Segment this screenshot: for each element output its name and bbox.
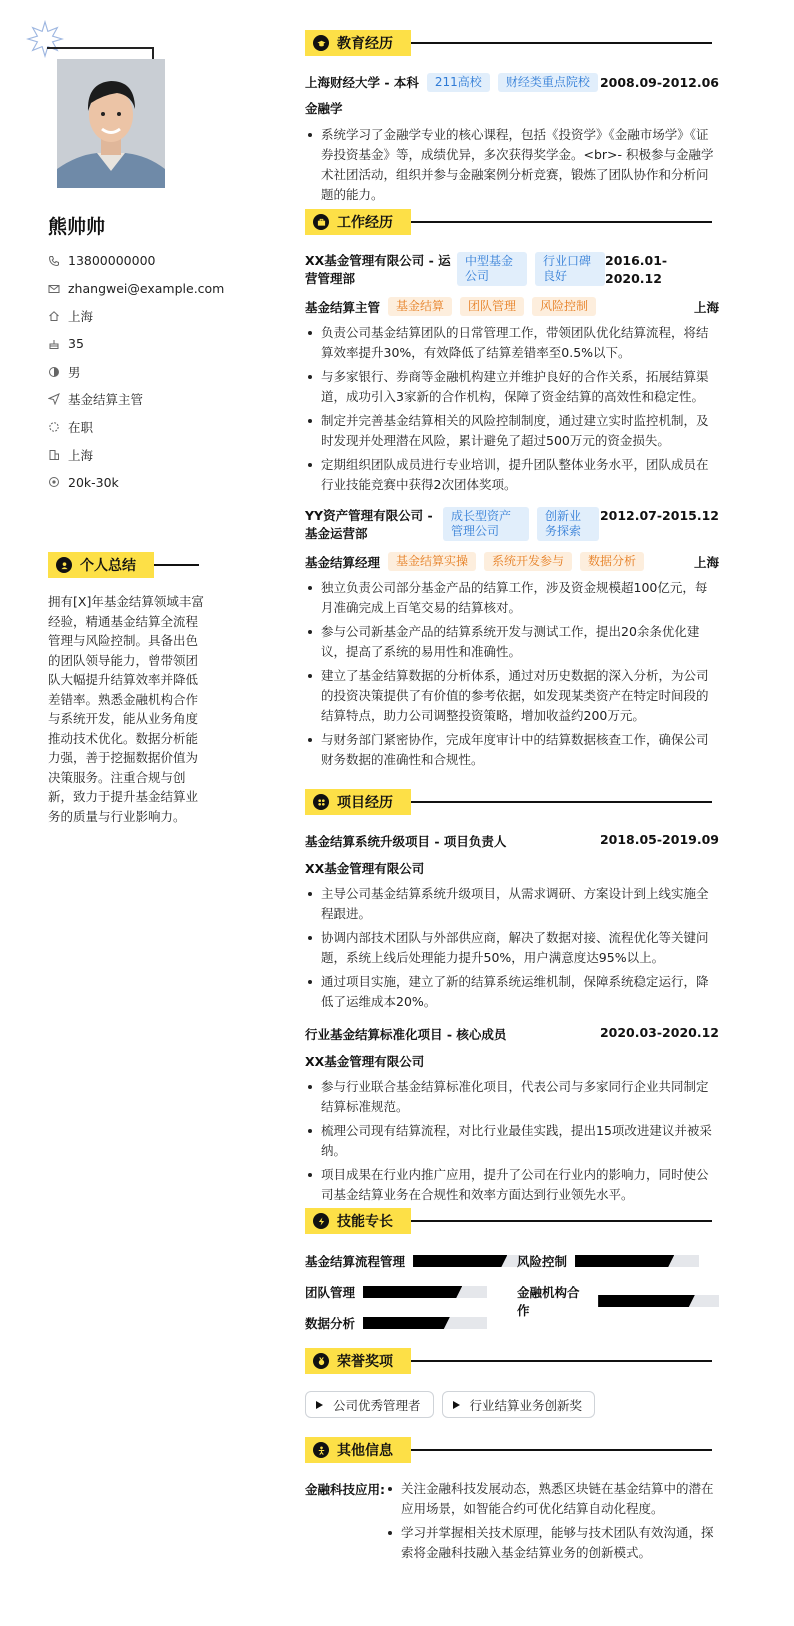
avatar (57, 59, 165, 188)
list-item: 学习并掌握相关技术原理，能够与技术团队有效沟通，探索将金融科技融入基金结算业务的创新模式。 (385, 1523, 719, 1563)
projects-section-header (305, 789, 712, 815)
major-row (305, 99, 719, 117)
project-org: XX基金管理有限公司 (305, 1054, 425, 1069)
info-text: 上海 (68, 447, 94, 463)
info-text: 35 (68, 336, 84, 352)
skill-name: 金融机构合作 (517, 1285, 580, 1318)
list-item: 与财务部门紧密协作，完成年度审计中的结算数据核查工作，确保公司财务数据的准确性和合规性。 (305, 730, 719, 770)
skill-bar (575, 1255, 699, 1267)
summary-section-header (48, 552, 199, 578)
award-badge (305, 1391, 434, 1418)
skill-tag: 风险控制 (532, 297, 596, 316)
contact-info-list (48, 247, 224, 496)
awards-section-header (305, 1348, 712, 1374)
skill-bar (363, 1317, 487, 1329)
info-phone (48, 247, 224, 275)
play-icon (453, 1401, 460, 1409)
skill-item (517, 1283, 719, 1319)
list-item: 关注金融科技发展动态，熟悉区块链在基金结算中的潜在应用场景，如智能合约可优化结算自动化程度。 (385, 1479, 719, 1519)
skill-bar-fill (413, 1255, 507, 1267)
job-date: 2012.07-2015.12 (599, 508, 719, 523)
education-section-header (305, 30, 712, 56)
section-title: 其他信息 (337, 1443, 393, 1459)
info-text: 13800000000 (68, 253, 156, 269)
skill-item (305, 1252, 524, 1270)
project-org-row (305, 1052, 719, 1070)
list-item: 建立了基金结算数据的分析体系，通过对历史数据的深入分析，为公司的投资决策提供了有价值的参考依据，如发现某类资产在特定时间段的结算特点，助力公司调整投资策略，增加收益约200万元。 (305, 666, 719, 726)
info-gender (48, 358, 224, 386)
education-date: 2008.09-2012.06 (599, 75, 719, 90)
other-section-header (305, 1437, 712, 1463)
info-city (48, 302, 224, 330)
job-location: 上海 (693, 554, 719, 570)
job-date: 2016.01-2020.12 (605, 253, 668, 286)
job-header (305, 507, 719, 543)
skill-bar (413, 1255, 524, 1267)
graduation-cap-icon (313, 35, 329, 51)
project-header (305, 1025, 719, 1043)
list-item: 参与行业联合基金结算标准化项目，代表公司与多家同行企业共同制定结算标准规范。 (305, 1077, 719, 1117)
job-bullets (305, 323, 719, 499)
info-age (48, 330, 224, 358)
project-bullets (305, 1077, 719, 1209)
info-location (48, 441, 224, 469)
company-tag: 中型基金公司 (457, 252, 527, 286)
job-location: 上海 (693, 299, 719, 315)
job-role: 基金结算经理 (305, 554, 381, 570)
company-name: XX基金管理有限公司 - 运营管理部 (305, 253, 451, 286)
list-item: 项目成果在行业内推广应用，提升了公司在行业内的影响力，同时使公司基金结算业务在合规性和效率方面达到行业领先水平。 (305, 1165, 719, 1205)
school-name: 上海财经大学 - 本科 (305, 75, 419, 90)
section-title: 技能专长 (337, 1214, 393, 1230)
other-label: 金融科技应用: (305, 1482, 385, 1497)
info-text: 在职 (68, 419, 94, 435)
project-org: XX基金管理有限公司 (305, 861, 425, 876)
work-section-header (305, 209, 712, 235)
skill-bar (363, 1286, 487, 1298)
major: 金融学 (305, 101, 343, 116)
school-tag: 211高校 (427, 73, 490, 92)
status-icon (48, 421, 60, 433)
info-text: 20k-30k (68, 474, 119, 490)
skill-item (305, 1314, 487, 1332)
awards-list (305, 1391, 603, 1418)
role-row (305, 297, 719, 316)
award-label: 行业结算业务创新奖 (469, 1397, 583, 1413)
skill-name: 团队管理 (305, 1285, 356, 1300)
section-title: 个人总结 (80, 558, 136, 574)
bolt-icon (313, 1213, 329, 1229)
info-text: 基金结算主管 (68, 392, 144, 408)
list-item: 与多家银行、券商等金融机构建立并维护良好的合作关系，拓展结算渠道，成功引入3家新的合作机构，保障了资金结算的高效性和稳定性。 (305, 367, 719, 407)
info-text: 男 (68, 364, 81, 380)
salary-icon (48, 476, 60, 488)
info-salary (48, 469, 224, 497)
skills-section-header (305, 1208, 712, 1234)
other-bullets (385, 1479, 719, 1567)
list-item: 梳理公司现有结算流程，对比行业最佳实践，提出15项改进建议并被采纳。 (305, 1121, 719, 1161)
school-tag: 财经类重点院校 (498, 73, 598, 92)
role-row (305, 552, 719, 571)
project-date: 2020.03-2020.12 (599, 1025, 719, 1040)
skill-name: 数据分析 (305, 1316, 356, 1331)
list-item: 通过项目实施，建立了新的结算系统运维机制，保障系统稳定运行，降低了运维成本20%。 (305, 972, 719, 1012)
home-icon (48, 310, 60, 322)
cake-icon (48, 338, 60, 350)
list-item: 负责公司基金结算团队的日常管理工作，带领团队优化结算流程，将结算效率提升30%，有效降低了结算差错率至0.5%以下。 (305, 323, 719, 363)
skill-tag: 基金结算 (388, 297, 452, 316)
award-badge (442, 1391, 596, 1418)
skill-item (305, 1283, 487, 1301)
project-date: 2018.05-2019.09 (599, 832, 719, 847)
info-position (48, 385, 224, 413)
section-title: 荣誉奖项 (337, 1354, 393, 1370)
skill-bar-fill (575, 1255, 674, 1267)
company-tag: 成长型资产管理公司 (443, 507, 529, 541)
project-name: 基金结算系统升级项目 - 项目负责人 (305, 834, 507, 849)
section-title: 工作经历 (337, 215, 393, 231)
list-item: 定期组织团队成员进行专业培训，提升团队整体业务水平，团队成员在行业技能竞赛中获得2次团体奖项。 (305, 455, 719, 495)
skill-tag: 数据分析 (580, 552, 644, 571)
project-header (305, 832, 719, 850)
play-icon (316, 1401, 323, 1409)
award-label: 公司优秀管理者 (333, 1397, 421, 1413)
info-status (48, 413, 224, 441)
info-email (48, 275, 224, 303)
summary-text: 拥有[X]年基金结算领域丰富经验，精通基金结算全流程管理与风险控制。具备出色的团队领导能力，曾带领团队大幅提升结算效率并降低差错率。熟悉金融机构合作与系统开发，能从业务角度推动技术优化。数据分析能力强，善于挖掘数据价值为决策服务。注重合规与创新，致力于提升基金结算业务的质量与行业影响力。 (48, 594, 204, 824)
job-bullets (305, 578, 719, 774)
project-org-row (305, 859, 719, 877)
education-bullets (305, 125, 719, 209)
skill-bar-fill (598, 1295, 695, 1307)
skill-tag: 基金结算实操 (388, 552, 476, 571)
company-tag: 行业口碑良好 (535, 252, 605, 286)
skill-tag: 团队管理 (460, 297, 524, 316)
user-icon (56, 557, 72, 573)
building-icon (48, 449, 60, 461)
medal-icon (313, 1353, 329, 1369)
grid-icon (313, 794, 329, 810)
info-person-icon (313, 1442, 329, 1458)
company-name: YY资产管理有限公司 - 基金运营部 (305, 508, 433, 541)
skill-tag: 系统开发参与 (484, 552, 572, 571)
skill-name: 基金结算流程管理 (305, 1254, 406, 1269)
briefcase-icon (313, 214, 329, 230)
send-icon (48, 393, 60, 405)
phone-icon (48, 255, 60, 267)
company-tag: 创新业务探索 (537, 507, 599, 541)
list-item: 协调内部技术团队与外部供应商，解决了数据对接、流程优化等关键问题，系统上线后处理能力提升50%，用户满意度达95%以上。 (305, 928, 719, 968)
info-text: zhangwei@example.com (68, 281, 225, 297)
skill-bar-fill (363, 1317, 450, 1329)
education-header (305, 73, 719, 92)
project-bullets (305, 884, 719, 1016)
skill-name: 风险控制 (517, 1254, 568, 1269)
project-name: 行业基金结算标准化项目 - 核心成员 (305, 1027, 507, 1042)
skill-item (517, 1252, 699, 1270)
job-header (305, 252, 719, 288)
candidate-name: 熊帅帅 (48, 216, 106, 238)
list-item: 独立负责公司部分基金产品的结算工作，涉及资金规模超100亿元，每月准确完成上百笔交易的结算核对。 (305, 578, 719, 618)
mail-icon (48, 283, 60, 295)
gender-icon (48, 366, 60, 378)
list-item: 系统学习了金融学专业的核心课程，包括《投资学》《金融市场学》《证券投资基金》等，成绩优异，多次获得奖学金。<br>- 积极参与金融学术社团活动，组织并参与金融案例分析竞赛，锻炼了团队协作和分析问题的能力。 (305, 125, 719, 205)
list-item: 主导公司基金结算系统升级项目，从需求调研、方案设计到上线实施全程跟进。 (305, 884, 719, 924)
job-role: 基金结算主管 (305, 299, 381, 315)
skill-bar-fill (363, 1286, 462, 1298)
list-item: 制定并完善基金结算相关的风险控制制度，通过建立实时监控机制，及时发现并处理潜在风险，累计避免了超过500万元的资金损失。 (305, 411, 719, 451)
skill-bar (598, 1295, 719, 1307)
section-title: 项目经历 (337, 795, 393, 811)
info-text: 上海 (68, 309, 94, 325)
section-title: 教育经历 (337, 36, 393, 52)
list-item: 参与公司新基金产品的结算系统开发与测试工作，提出20余条优化建议，提高了系统的易用性和准确性。 (305, 622, 719, 662)
